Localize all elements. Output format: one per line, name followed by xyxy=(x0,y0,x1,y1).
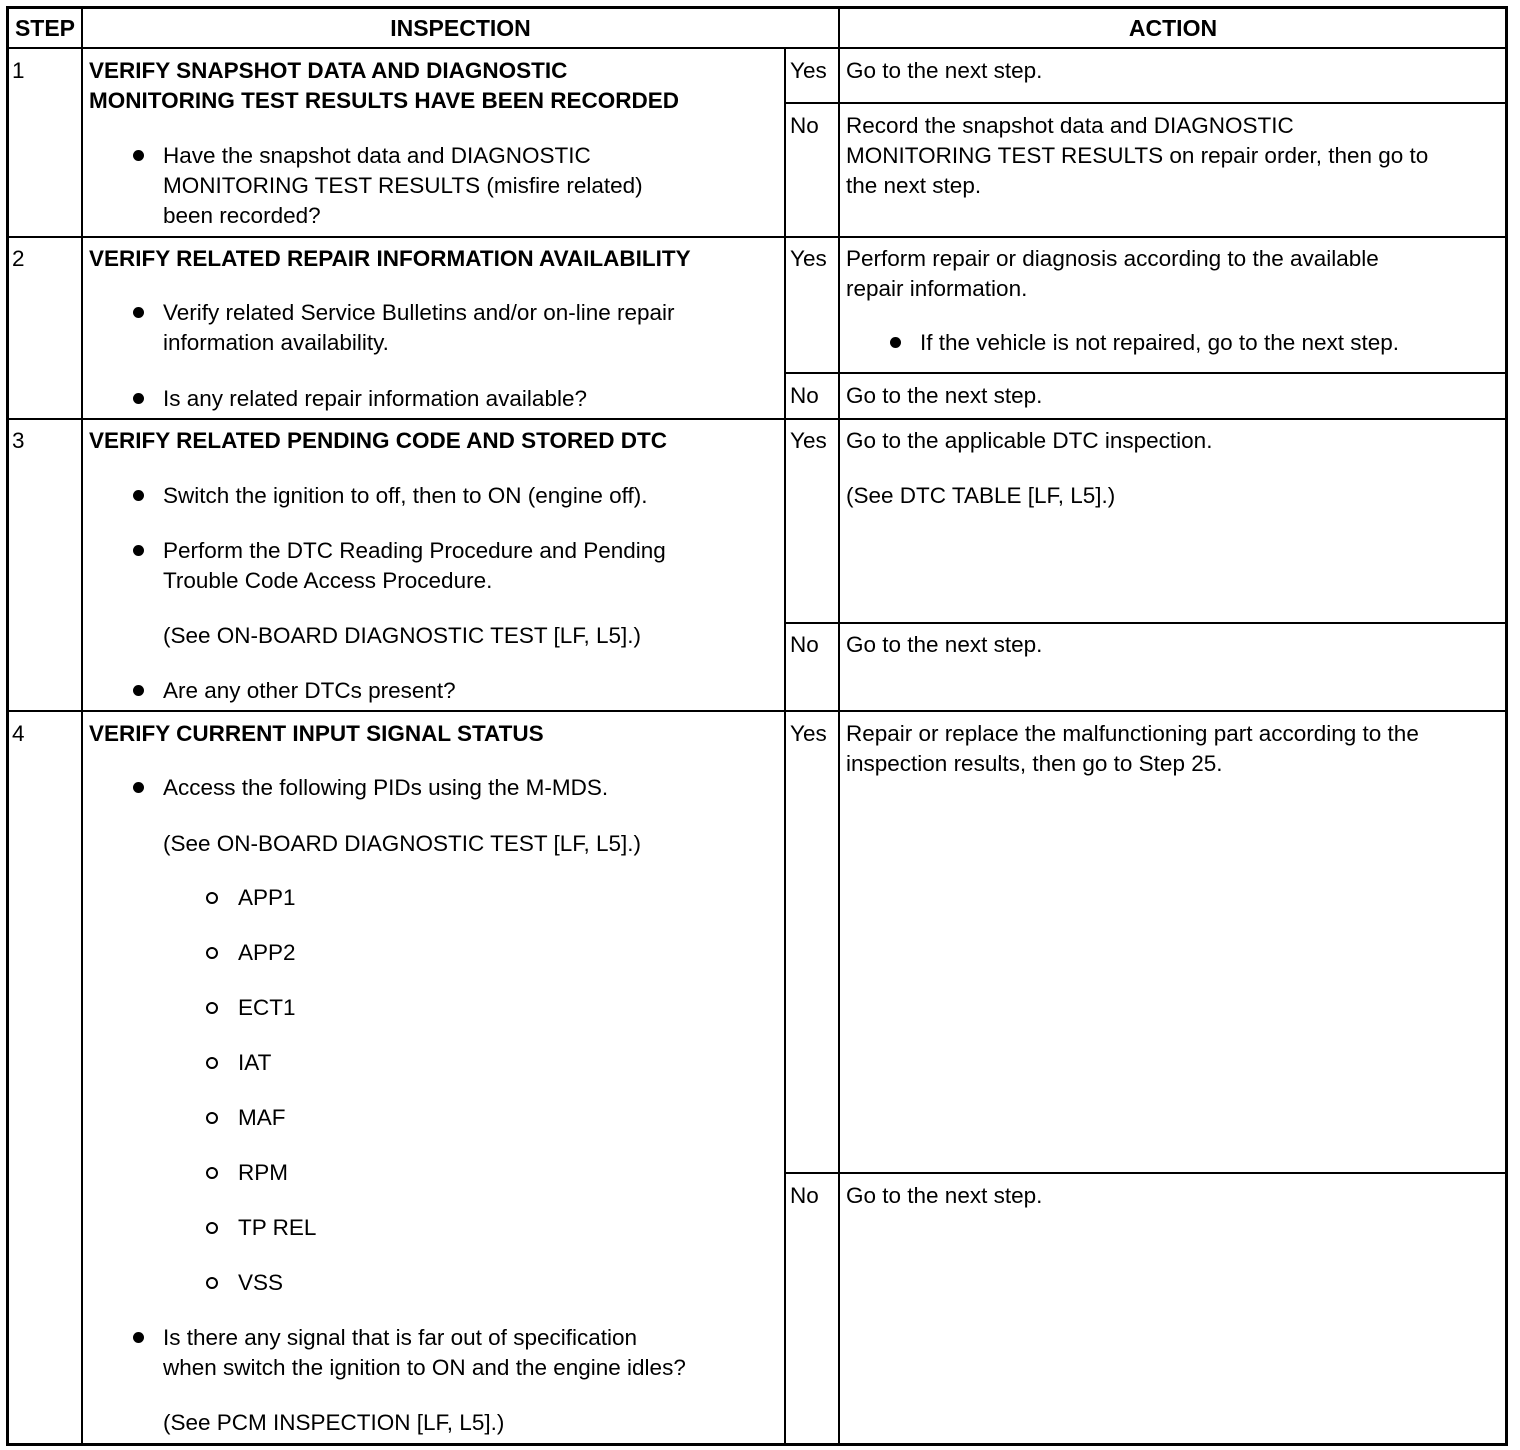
step-number: 1 xyxy=(12,58,25,83)
circle-bullet-icon xyxy=(206,892,218,904)
no-label: No xyxy=(790,113,819,138)
row3-bottom-line xyxy=(8,710,1506,712)
bullet-icon xyxy=(133,393,144,404)
step-number: 3 xyxy=(12,428,25,453)
bullet-icon xyxy=(890,337,901,348)
header-inspection: INSPECTION xyxy=(390,15,531,41)
step-number: 4 xyxy=(12,721,25,746)
no-action: Record the snapshot data and DIAGNOSTIC xyxy=(846,113,1294,138)
inspection-text: been recorded? xyxy=(163,203,321,228)
inspection-text: when switch the ignition to ON and the engine idles? xyxy=(163,1355,686,1380)
inspection-text: Perform the DTC Reading Procedure and Pending xyxy=(163,538,666,563)
inspection-text: Have the snapshot data and DIAGNOSTIC xyxy=(163,143,591,168)
bullet-icon xyxy=(133,685,144,696)
inspection-text: Is any related repair information available? xyxy=(163,386,587,411)
bullet-icon xyxy=(133,782,144,793)
col-divider-step xyxy=(81,8,83,1444)
inspection-text: information availability. xyxy=(163,330,389,355)
yes-label: Yes xyxy=(790,58,827,83)
no-label: No xyxy=(790,1183,819,1208)
pid-item: VSS xyxy=(238,1270,284,1295)
bullet-icon xyxy=(133,307,144,318)
no-action: MONITORING TEST RESULTS on repair order, then go to xyxy=(846,143,1429,168)
yes-action: Perform repair or diagnosis according to the available xyxy=(846,246,1379,271)
pid-item: RPM xyxy=(238,1160,288,1185)
yes-action-bullet: If the vehicle is not repaired, go to the next step. xyxy=(920,330,1400,355)
pid-item: TP REL xyxy=(238,1215,317,1240)
yes-action: Go to the next step. xyxy=(846,58,1043,83)
see-reference: (See ON-BOARD DIAGNOSTIC TEST [LF, L5].) xyxy=(163,831,642,856)
circle-bullet-icon xyxy=(206,1222,218,1234)
yes-action: repair information. xyxy=(846,276,1028,301)
row3-yes-no-split xyxy=(785,622,1506,624)
row1-yes-no-split xyxy=(785,102,1506,104)
no-action: Go to the next step. xyxy=(846,1183,1043,1208)
row1-bottom-line xyxy=(8,236,1506,238)
step-title: VERIFY RELATED PENDING CODE AND STORED DTC xyxy=(89,428,667,453)
col-divider-action xyxy=(838,8,840,1444)
inspection-text: Access the following PIDs using the M-MDS. xyxy=(163,775,609,800)
header-step: STEP xyxy=(14,15,76,41)
header-bottom-line xyxy=(8,47,1506,49)
step-title: VERIFY CURRENT INPUT SIGNAL STATUS xyxy=(89,721,544,746)
yes-label: Yes xyxy=(790,428,827,453)
row4-yes-no-split xyxy=(785,1172,1506,1174)
yes-action: inspection results, then go to Step 25. xyxy=(846,751,1223,776)
bullet-icon xyxy=(133,150,144,161)
inspection-text: Verify related Service Bulletins and/or on-line repair xyxy=(163,300,675,325)
step-title: MONITORING TEST RESULTS HAVE BEEN RECORDED xyxy=(89,88,680,113)
bullet-icon xyxy=(133,545,144,556)
no-label: No xyxy=(790,632,819,657)
no-action: the next step. xyxy=(846,173,982,198)
step-title: VERIFY SNAPSHOT DATA AND DIAGNOSTIC xyxy=(89,58,568,83)
inspection-text: MONITORING TEST RESULTS (misfire related) xyxy=(163,173,643,198)
inspection-text: Are any other DTCs present? xyxy=(163,678,456,703)
circle-bullet-icon xyxy=(206,1002,218,1014)
see-reference: (See PCM INSPECTION [LF, L5].) xyxy=(163,1410,505,1435)
see-reference: (See DTC TABLE [LF, L5].) xyxy=(846,483,1116,508)
pid-item: ECT1 xyxy=(238,995,296,1020)
pid-item: IAT xyxy=(238,1050,272,1075)
no-action: Go to the next step. xyxy=(846,383,1043,408)
pid-item: APP1 xyxy=(238,885,296,910)
inspection-text: Is there any signal that is far out of specification xyxy=(163,1325,638,1350)
col-divider-yesno xyxy=(784,48,786,1444)
row2-bottom-line xyxy=(8,418,1506,420)
circle-bullet-icon xyxy=(206,1167,218,1179)
yes-label: Yes xyxy=(790,721,827,746)
inspection-text: Trouble Code Access Procedure. xyxy=(163,568,493,593)
circle-bullet-icon xyxy=(206,947,218,959)
row2-yes-no-split xyxy=(785,372,1506,374)
pid-item: APP2 xyxy=(238,940,296,965)
inspection-text: Switch the ignition to off, then to ON (engine off). xyxy=(163,483,648,508)
circle-bullet-icon xyxy=(206,1057,218,1069)
yes-action: Repair or replace the malfunctioning part according to the xyxy=(846,721,1419,746)
yes-label: Yes xyxy=(790,246,827,271)
header-action: ACTION xyxy=(1128,15,1218,41)
bullet-icon xyxy=(133,490,144,501)
yes-action: Go to the applicable DTC inspection. xyxy=(846,428,1213,453)
no-action: Go to the next step. xyxy=(846,632,1043,657)
bullet-icon xyxy=(133,1332,144,1343)
circle-bullet-icon xyxy=(206,1112,218,1124)
no-label: No xyxy=(790,383,819,408)
step-title: VERIFY RELATED REPAIR INFORMATION AVAILABILITY xyxy=(89,246,691,271)
circle-bullet-icon xyxy=(206,1277,218,1289)
see-reference: (See ON-BOARD DIAGNOSTIC TEST [LF, L5].) xyxy=(163,623,642,648)
step-number: 2 xyxy=(12,246,25,271)
pid-item: MAF xyxy=(238,1105,286,1130)
